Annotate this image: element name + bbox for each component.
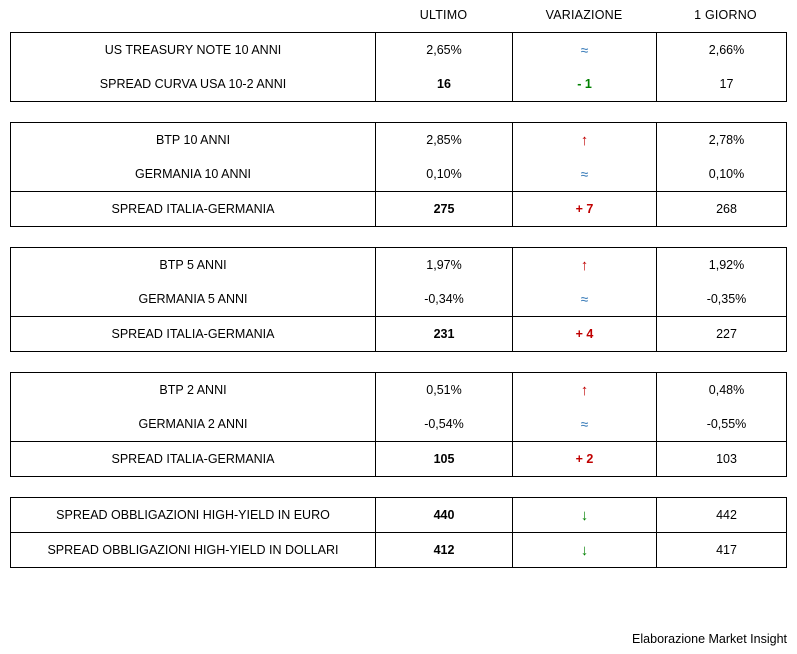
row-label: SPREAD ITALIA-GERMANIA [11, 192, 376, 226]
table-block-body [10, 32, 787, 102]
table-row [11, 282, 786, 316]
row-label: GERMANIA 2 ANNI [11, 407, 376, 441]
row-giorno-value: 103 [716, 452, 737, 466]
variazione-value: + 7 [575, 202, 594, 216]
table-block [0, 122, 797, 227]
row-giorno-value: -0,35% [706, 292, 747, 306]
row-variazione-cell [513, 67, 657, 101]
row-variazione-cell [513, 157, 657, 191]
row-variazione-cell [513, 33, 657, 67]
row-label: GERMANIA 5 ANNI [11, 282, 376, 316]
row-giorno-value: 0,48% [708, 383, 745, 397]
row-variazione-cell [513, 373, 657, 407]
row-variazione-cell [513, 282, 657, 316]
row-giorno-value: 417 [716, 543, 737, 557]
row-giorno-value: 0,10% [708, 167, 745, 181]
variazione-value: + 4 [575, 327, 594, 341]
row-label: SPREAD OBBLIGAZIONI HIGH-YIELD IN EURO [11, 498, 376, 532]
variazione-value: + 2 [575, 452, 594, 466]
table-row [11, 498, 786, 532]
row-ultimo-value: 0,51% [376, 373, 513, 407]
row-giorno-value: 227 [716, 327, 737, 341]
row-variazione-cell [513, 533, 657, 567]
table-row [11, 316, 786, 351]
row-variazione-cell [513, 317, 657, 351]
table-row [11, 33, 786, 67]
table-block [0, 372, 797, 477]
row-label: US TREASURY NOTE 10 ANNI [11, 33, 376, 67]
row-variazione-cell [513, 498, 657, 532]
table-block-body [10, 497, 787, 568]
row-ultimo-value: -0,54% [376, 407, 513, 441]
header-variazione: VARIAZIONE [545, 8, 623, 22]
table-row [11, 407, 786, 441]
table-blocks [0, 32, 797, 568]
row-giorno-value: 268 [716, 202, 737, 216]
row-giorno-value: 442 [716, 508, 737, 522]
table-row [11, 532, 786, 567]
table-block [0, 32, 797, 102]
row-ultimo-value: 2,65% [376, 33, 513, 67]
table-header [0, 0, 797, 30]
arrow-down-icon: ↓ [580, 541, 589, 559]
row-variazione-cell [513, 442, 657, 476]
row-label: SPREAD ITALIA-GERMANIA [11, 317, 376, 351]
row-giorno-value: 2,78% [708, 133, 745, 147]
footer-credit: Elaborazione Market Insight [632, 632, 787, 646]
table-block-body [10, 247, 787, 352]
row-variazione-cell [513, 192, 657, 226]
table-block-body [10, 372, 787, 477]
table-row [11, 157, 786, 191]
row-ultimo-value: 105 [376, 442, 513, 476]
row-ultimo-value: 275 [376, 192, 513, 226]
row-giorno-value: 17 [719, 77, 734, 91]
row-ultimo-value: 412 [376, 533, 513, 567]
approx-equal-icon: ≈ [580, 416, 589, 432]
row-variazione-cell [513, 407, 657, 441]
row-giorno-value: 1,92% [708, 258, 745, 272]
row-variazione-cell [513, 123, 657, 157]
row-label: BTP 2 ANNI [11, 373, 376, 407]
table-row [11, 123, 786, 157]
variazione-value: - 1 [577, 77, 592, 91]
row-ultimo-value: 1,97% [376, 248, 513, 282]
table-row [11, 441, 786, 476]
table-row [11, 373, 786, 407]
row-variazione-cell [513, 248, 657, 282]
row-label: SPREAD ITALIA-GERMANIA [11, 442, 376, 476]
row-giorno-value: -0,55% [706, 417, 747, 431]
row-label: SPREAD CURVA USA 10-2 ANNI [11, 67, 376, 101]
header-label-column [10, 0, 375, 30]
row-ultimo-value: 0,10% [376, 157, 513, 191]
table-row [11, 248, 786, 282]
table-block-body [10, 122, 787, 227]
table-block [0, 497, 797, 568]
row-label: SPREAD OBBLIGAZIONI HIGH-YIELD IN DOLLARI [11, 533, 376, 567]
row-ultimo-value: -0,34% [376, 282, 513, 316]
arrow-up-icon: ↑ [580, 256, 589, 274]
row-label: GERMANIA 10 ANNI [11, 157, 376, 191]
table-row [11, 191, 786, 226]
arrow-up-icon: ↑ [580, 381, 589, 399]
approx-equal-icon: ≈ [580, 166, 589, 182]
row-ultimo-value: 2,85% [376, 123, 513, 157]
row-ultimo-value: 16 [376, 67, 513, 101]
row-ultimo-value: 231 [376, 317, 513, 351]
approx-equal-icon: ≈ [580, 291, 589, 307]
header-giorno: 1 GIORNO [694, 8, 757, 22]
table-row [11, 67, 786, 101]
table-block [0, 247, 797, 352]
row-label: BTP 10 ANNI [11, 123, 376, 157]
arrow-down-icon: ↓ [580, 506, 589, 524]
arrow-up-icon: ↑ [580, 131, 589, 149]
row-ultimo-value: 440 [376, 498, 513, 532]
row-label: BTP 5 ANNI [11, 248, 376, 282]
row-giorno-value: 2,66% [708, 43, 745, 57]
header-ultimo: ULTIMO [419, 8, 468, 22]
approx-equal-icon: ≈ [580, 42, 589, 58]
